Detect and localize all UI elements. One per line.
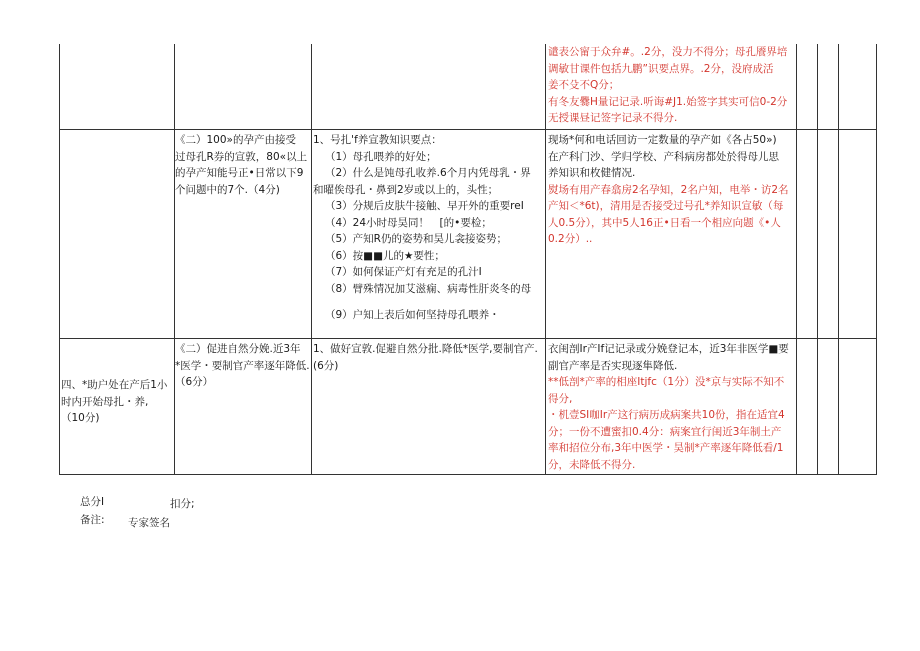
row3-scoring-line: ・机壹SI咖Ir产这行病历成病案共10份，指在适宜4 <box>548 409 785 421</box>
row2-content-line: （4）24小时母昊同！ [的•要检； <box>325 216 492 229</box>
row3-item-line: 四、*助户处在产后1小 <box>61 379 168 391</box>
row2-content-line: （6）按■■儿的★要性； <box>325 249 445 262</box>
row1-method-line: 调敏甘课件包括九鹏”识要点界。.2分，没府成活 <box>548 62 774 75</box>
row3-standard-line: （6分） <box>175 376 214 388</box>
row-divider-top <box>59 129 876 130</box>
row3-item-cell <box>61 377 174 427</box>
row-divider-middle <box>59 338 876 339</box>
row2-content-line: 1、号扎'f养宣教知识要点： <box>313 134 442 146</box>
col-border-6 <box>817 44 818 475</box>
row2-method-cell <box>548 132 796 248</box>
row2-scoring-line: 产知＜*6t)，清用是否接受过号孔*养知识宣敏（每 <box>548 200 784 212</box>
row2-content-line: 和曜俟母孔・鼻到2岁或以上的，头性； <box>313 183 499 196</box>
expert-signature-label: 专家签名 <box>128 517 170 529</box>
row3-standard-line: *医学・要制官产率逐年降低. <box>175 359 310 372</box>
row3-standard-line: 《二）促进自然分娩.近3年 <box>175 343 301 355</box>
deduction-label: 扣分; <box>170 498 195 510</box>
row3-item-line: （10分) <box>61 412 100 424</box>
row2-method-line: 在产科门沙、学归学校、产科病房都处於得母儿思 <box>548 150 779 163</box>
row2-method-line: 现场*何和电话回访一定数量的孕产如《各占50») <box>548 134 777 146</box>
row2-content-line: （2）什么是饨母孔收养.6个月内凭母乳・界 <box>325 167 531 179</box>
row2-scoring-line: 人0.5分），其中5人16正•日看一个相应向题《•人 <box>548 216 781 229</box>
row2-content-line: （1）母孔喂养的好处； <box>325 150 437 163</box>
row3-scoring-line: 分；一份不遭蜜扣0.4分：病案宜行闺近3年制土产 <box>548 425 782 438</box>
col-border-1 <box>59 44 60 475</box>
col-border-8 <box>876 44 877 475</box>
row3-content-line: (6分) <box>313 359 339 372</box>
row2-scoring-line: 熨场有用产春翕房2名孕知，2名户知，电举・访2名 <box>548 183 789 196</box>
row2-content-line: （8）臂殊情况加艾滋痫、病毒性肝炎冬的母 <box>325 282 532 295</box>
row2-standard-line: 《二）100»的孕产由接受 <box>175 134 296 146</box>
row2-content-line: （9）户知上表后如何坚持母孔喂养・ <box>325 309 500 321</box>
row3-scoring-line: 得分, <box>548 392 573 405</box>
row3-method-cell <box>548 341 796 473</box>
row3-content-line: 1、做好宣敦.促避自然分批.降低*医学,要制官产. <box>313 343 538 355</box>
row3-scoring-line: 分，未降低不得分. <box>548 458 636 471</box>
row1-method-line: 有冬友爨H量记记录.听诲#J1.始签字其实可信0-2分 <box>548 95 788 108</box>
row3-scoring-line: 率和招位分布,3年中医学・昊制*产率逐年降低看/1 <box>548 442 784 454</box>
row2-standard-cell <box>175 132 311 198</box>
row2-method-line: 养知识和枚健情况. <box>548 167 636 179</box>
row3-scoring-line: **低剖*产率的相座Itjfc（1分）没*京与实际不知不 <box>548 376 785 388</box>
row3-method-line: 副官产率是否实现逐隼降低. <box>548 359 678 372</box>
row3-standard-cell <box>175 341 311 391</box>
row2-content-line: （7）如何保证产灯有充足的孔汁I <box>325 266 482 278</box>
row1-method-cell <box>548 44 796 127</box>
row2-standard-line: 过母孔R券的宣敦，80«以上 <box>175 150 308 163</box>
row2-content-line: （5）产知R仍的姿势和昊儿衾接姿势； <box>325 233 507 245</box>
row2-content-line: （3）分规后皮肤牛接触、早开外的重要reI <box>325 200 524 212</box>
col-border-5 <box>796 44 797 475</box>
row1-method-line: 谴表公甯于众弁#。.2分，没力不得分；母孔餍界培 <box>548 46 788 58</box>
row2-content-cell <box>313 132 545 338</box>
row2-scoring-line: 0.2分）.. <box>548 233 593 245</box>
col-border-4 <box>545 44 546 475</box>
row3-content-cell <box>313 341 545 374</box>
col-border-7 <box>838 44 839 475</box>
row3-method-line: 衣闺剖Ir产If记记录或分娩登记本，近3年非医学■要 <box>548 343 789 355</box>
row2-standard-line: 个问题中的7个.（4分) <box>175 183 280 196</box>
col-border-2 <box>174 44 175 475</box>
note-label: 备注: <box>80 514 105 526</box>
col-border-3 <box>311 44 312 475</box>
total-score-label: 总分I <box>80 496 105 508</box>
table-bottom-border <box>59 474 876 475</box>
row3-item-line: 时内开始母扎・养, <box>61 395 149 408</box>
row1-method-line: 无授课昼记签字记录不得分. <box>548 112 678 124</box>
row1-method-line: 姜不殳不Q分； <box>548 79 620 91</box>
row2-standard-line: 的孕产知能号正•日常以下9 <box>175 167 304 179</box>
